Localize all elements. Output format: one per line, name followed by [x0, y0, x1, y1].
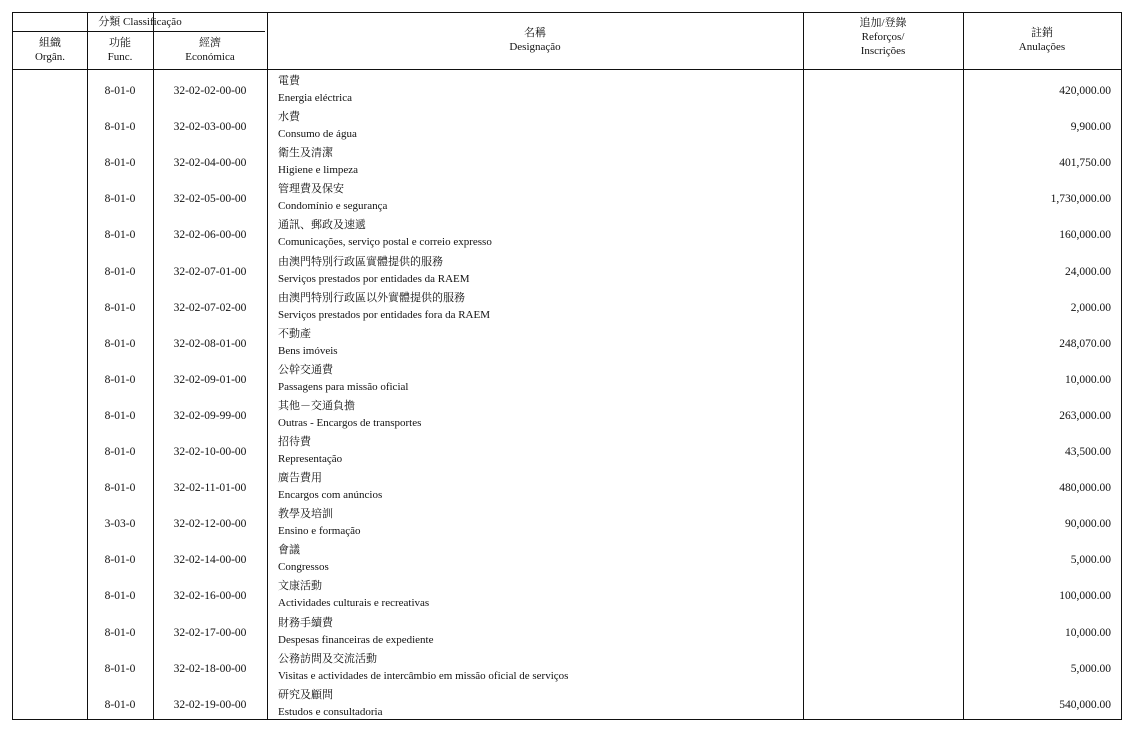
designation-pt: Bens imóveis [278, 344, 338, 357]
economic-code: 32-02-11-01-00 [173, 482, 247, 495]
annulment-amount: 10,000.00 [1065, 373, 1111, 386]
annulment-amount: 100,000.00 [1059, 590, 1111, 603]
designation-pt: Energia eléctrica [278, 92, 352, 104]
annulment-amount: 10,000.00 [1065, 626, 1111, 639]
designation-pt: Ensino e formação [278, 525, 361, 538]
annulment-amount: 9,900.00 [1070, 121, 1111, 134]
designation-zh: 水費 [278, 111, 300, 124]
designation-pt: Comunicações, serviço postal e correio expresso [278, 236, 492, 249]
designation-pt: Serviços prestados por entidades fora da RAEM [278, 308, 491, 321]
designation [278, 542, 798, 576]
economic-code: 32-02-09-99-00 [173, 409, 247, 422]
classification-header: 分類 Classificação [98, 16, 182, 28]
designation-pt: Passagens para missão oficial [278, 380, 409, 393]
function-code: 8-01-0 [104, 157, 136, 170]
designation-zh: 廣告費用 [278, 472, 322, 485]
annulment-amount: 5,000.00 [1070, 662, 1111, 675]
function-header: 功能 Func. [107, 37, 133, 63]
annulment-amount: 540,000.00 [1059, 698, 1111, 711]
function-code: 8-01-0 [104, 265, 136, 278]
designation-zh: 招待費 [278, 436, 311, 448]
header-divider [13, 31, 265, 32]
annulment-amount: 480,000.00 [1059, 482, 1111, 495]
designation [278, 254, 798, 288]
designation-zh: 教學及培訓 [278, 508, 333, 521]
designation [278, 398, 798, 432]
function-code: 8-01-0 [104, 662, 136, 675]
designation [278, 434, 798, 468]
designation-zh: 文康活動 [278, 580, 322, 593]
designation [278, 145, 798, 179]
designation [278, 506, 798, 540]
designation [278, 651, 798, 685]
economic-code: 32-02-16-00-00 [173, 590, 247, 603]
economic-code: 32-02-18-00-00 [173, 662, 247, 675]
function-code: 8-01-0 [104, 482, 136, 495]
col-divider [803, 13, 804, 719]
annulments-header: 註銷 Anulações [1018, 27, 1066, 53]
function-code: 8-01-0 [104, 590, 136, 603]
economic-code: 32-02-08-01-00 [173, 337, 247, 350]
function-code: 8-01-0 [104, 121, 136, 134]
designation-pt: Representação [278, 453, 343, 465]
designation [278, 109, 798, 143]
annulment-amount: 401,750.00 [1059, 157, 1111, 170]
annulment-amount: 2,000.00 [1070, 301, 1111, 314]
economic-code: 32-02-12-00-00 [173, 518, 247, 531]
function-code: 8-01-0 [104, 446, 136, 458]
function-code: 8-01-0 [104, 373, 136, 386]
function-code: 8-01-0 [104, 698, 136, 711]
designation [278, 687, 798, 721]
col-divider [963, 13, 964, 719]
economic-code: 32-02-05-00-00 [173, 193, 247, 206]
annulment-amount: 43,500.00 [1065, 446, 1111, 458]
designation-pt: Despesas financeiras de expediente [278, 633, 434, 646]
designation-pt: Consumo de água [278, 128, 357, 141]
annulment-amount: 263,000.00 [1059, 409, 1111, 422]
function-code: 8-01-0 [104, 193, 136, 206]
designation-zh: 不動產 [278, 327, 311, 340]
designation-pt: Outras - Encargos de transportes [278, 416, 422, 429]
economic-code: 32-02-06-00-00 [173, 229, 247, 242]
annulment-amount: 24,000.00 [1065, 265, 1111, 278]
function-code: 8-01-0 [104, 301, 136, 314]
organ-header: 組織 Orgân. [34, 37, 66, 63]
designation-pt: Estudos e consultadoria [278, 705, 383, 718]
designation-pt: Higiene e limpeza [278, 164, 359, 177]
designation [278, 73, 798, 107]
col-divider [267, 13, 268, 719]
economic-code: 32-02-04-00-00 [173, 157, 247, 170]
economic-header: 經濟 Económica [185, 37, 235, 63]
designation-zh: 財務手續費 [278, 616, 333, 629]
economic-code: 32-02-07-01-00 [173, 265, 247, 278]
designation-zh: 會議 [278, 544, 300, 557]
designation-zh: 電費 [278, 75, 300, 87]
designation [278, 290, 798, 324]
designation-zh: 研究及顧問 [278, 688, 333, 701]
designation [278, 181, 798, 215]
designation-pt: Serviços prestados por entidades da RAEM [278, 272, 470, 285]
designation [278, 470, 798, 504]
function-code: 8-01-0 [104, 554, 136, 567]
designation [278, 326, 798, 360]
reinforcements-header: 追加/登錄 Reforços/ Inscrições [859, 17, 907, 57]
designation-zh: 由澳門特別行政區實體提供的服務 [278, 255, 443, 268]
annulment-amount: 420,000.00 [1059, 85, 1111, 97]
economic-code: 32-02-07-02-00 [173, 301, 247, 314]
economic-code: 32-02-19-00-00 [173, 698, 247, 711]
economic-code: 32-02-09-01-00 [173, 373, 247, 386]
annulment-amount: 90,000.00 [1065, 518, 1111, 531]
designation-zh: 公幹交通費 [278, 363, 333, 376]
economic-code: 32-02-17-00-00 [173, 626, 247, 639]
designation [278, 578, 798, 612]
designation [278, 217, 798, 251]
function-code: 8-01-0 [104, 337, 136, 350]
designation-header: 名稱 Designação [509, 27, 561, 53]
designation-pt: Actividades culturais e recreativas [278, 597, 430, 610]
designation-zh: 公務訪問及交流活動 [278, 652, 377, 665]
designation-zh: 其他－交通負擔 [278, 399, 355, 412]
header-bottom-rule [13, 69, 1121, 70]
economic-code: 32-02-10-00-00 [173, 446, 247, 458]
designation-zh: 管理費及保安 [278, 183, 344, 196]
function-code: 8-01-0 [104, 85, 136, 97]
annulment-amount: 5,000.00 [1070, 554, 1111, 567]
designation-zh: 由澳門特別行政區以外實體提供的服務 [278, 291, 465, 304]
designation [278, 615, 798, 649]
annulment-amount: 1,730,000.00 [1050, 193, 1111, 206]
function-code: 8-01-0 [104, 626, 136, 639]
designation [278, 362, 798, 396]
annulment-amount: 248,070.00 [1059, 337, 1111, 350]
economic-code: 32-02-14-00-00 [173, 554, 247, 567]
designation-zh: 通訊、郵政及速遞 [278, 219, 366, 232]
designation-pt: Encargos com anúncios [278, 489, 383, 502]
function-code: 8-01-0 [104, 229, 136, 242]
designation-pt: Condomínio e segurança [278, 200, 388, 213]
annulment-amount: 160,000.00 [1059, 229, 1111, 242]
designation-zh: 衛生及清潔 [278, 147, 333, 160]
function-code: 8-01-0 [104, 409, 136, 422]
function-code: 3-03-0 [104, 518, 136, 531]
economic-code: 32-02-03-00-00 [173, 121, 247, 134]
designation-pt: Visitas e actividades de intercâmbio em missão oficial de serviços [278, 669, 569, 682]
economic-code: 32-02-02-00-00 [173, 85, 247, 97]
budget-table [12, 12, 1122, 720]
designation-pt: Congressos [278, 561, 329, 574]
